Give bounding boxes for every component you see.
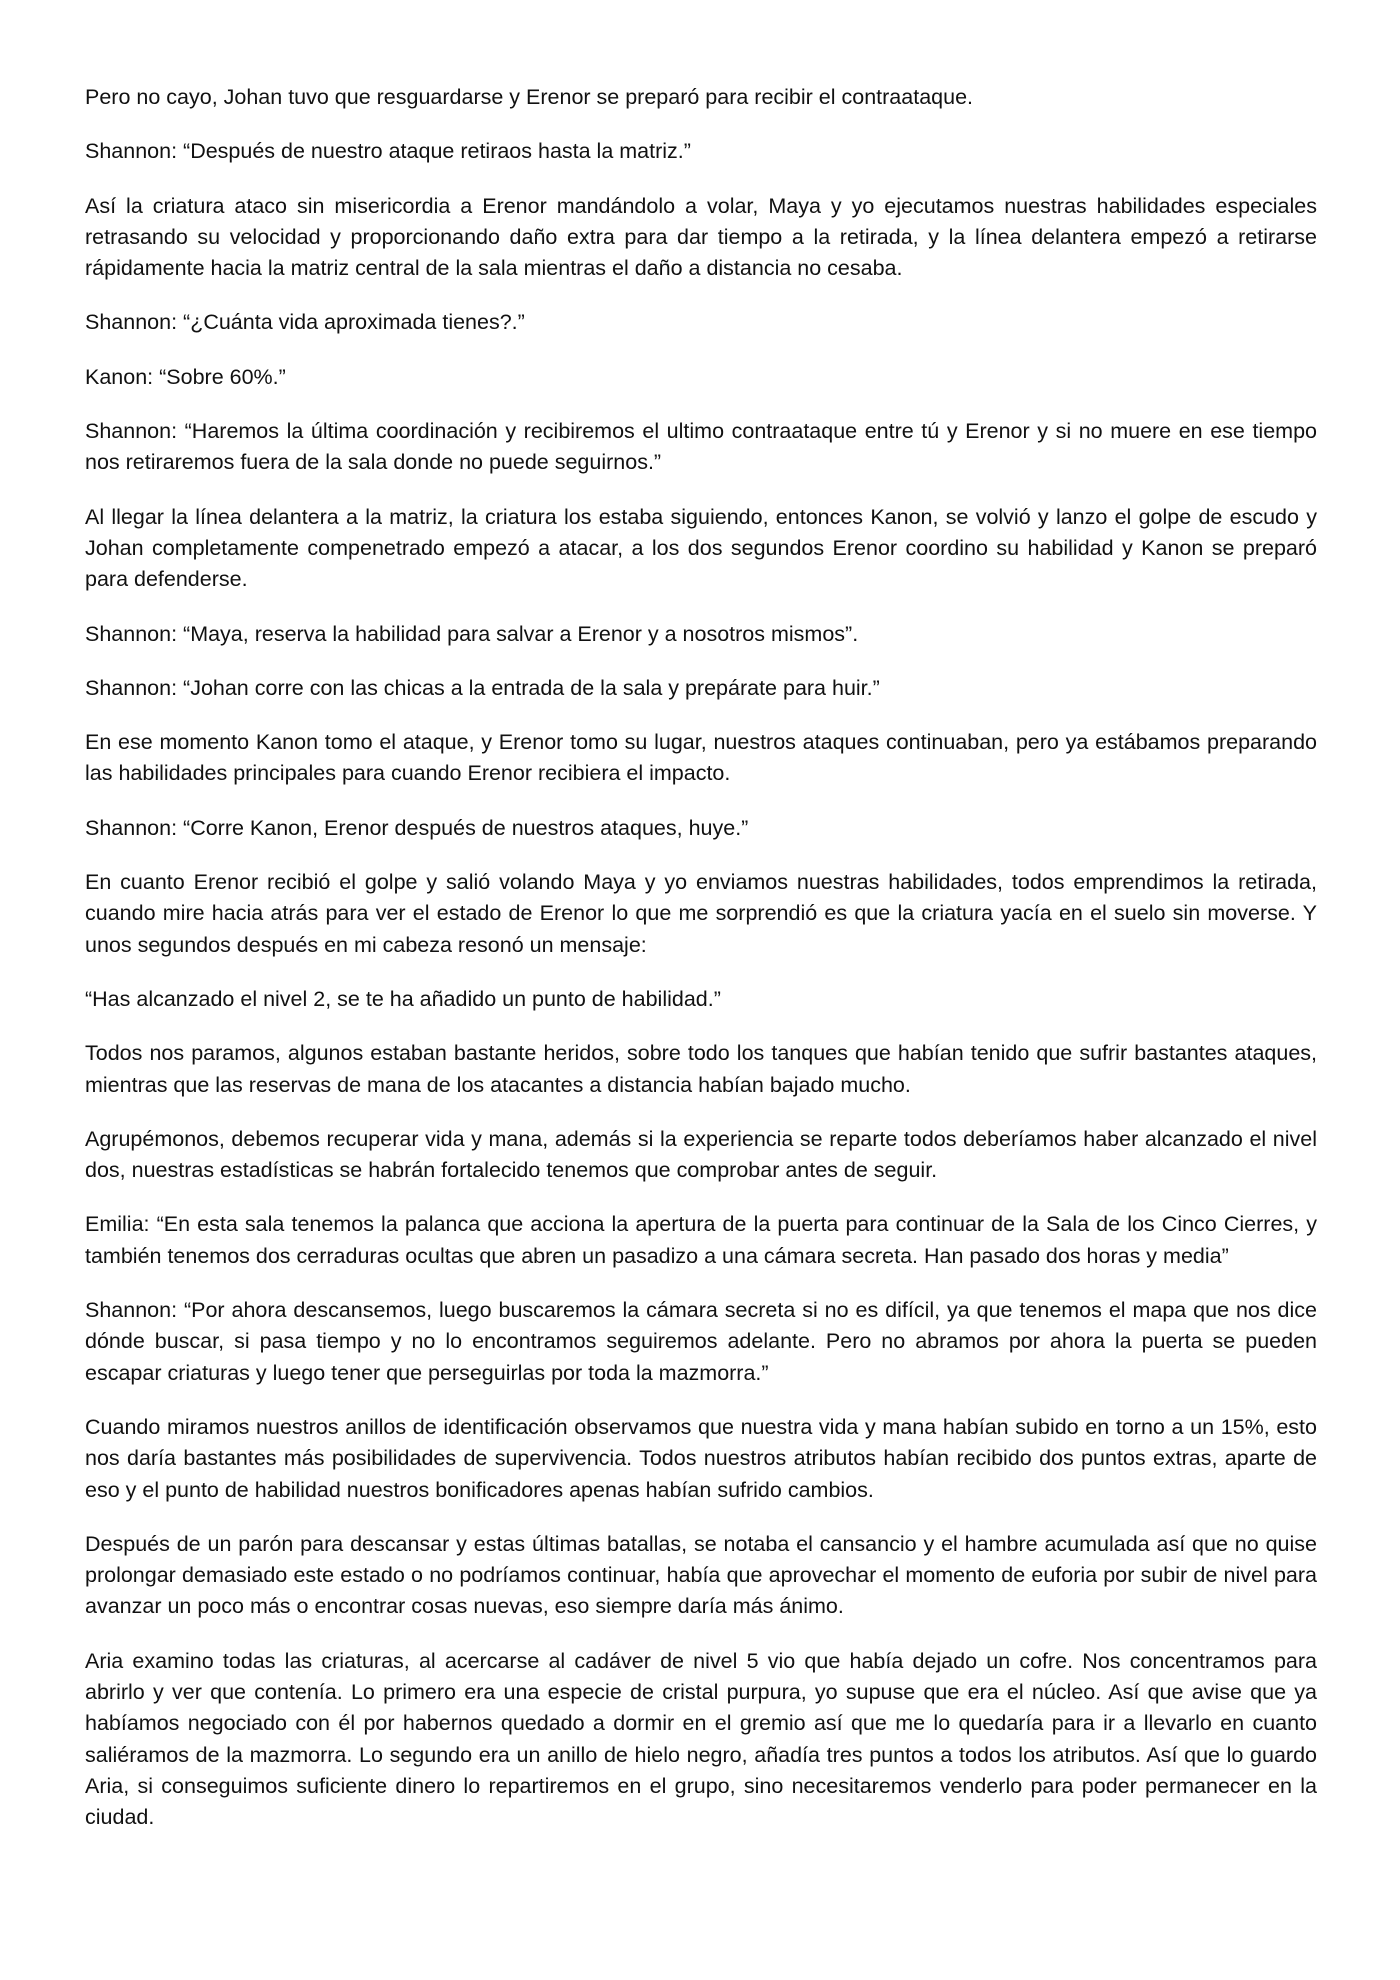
paragraph-3: Así la criatura ataco sin misericordia a Erenor mandándolo a volar, Maya y yo ejecutamos nuestras habilidades especiales retrasando su velocidad y proporcionando daño extra para dar tiempo a la retirada, y la línea delantera empezó a retirarse rápidamente hacia la matriz central de la sala mientras el daño a distancia no cesaba. (85, 193, 1317, 281)
paragraph-6: Shannon: “Haremos la última coordinación y recibiremos el ultimo contraataque entre tú y Erenor y si no muere en ese tiempo nos retiraremos fuera de la sala donde no puede seguirnos.” (85, 419, 1317, 475)
paragraph-17: Shannon: “Por ahora descansemos, luego buscaremos la cámara secreta si no es difícil, ya que tenemos el mapa que nos dice dónde buscar, si pasa tiempo y no lo encontramos seguiremos adelante. Pero no abramos por ahora la puerta se pueden escapar criaturas y luego tener que perseguirlas por toda la mazmorra.” (85, 1298, 1317, 1385)
paragraph-5: Kanon: “Sobre 60%.” (85, 364, 286, 389)
paragraph-16: Emilia: “En esta sala tenemos la palanca que acciona la apertura de la puerta para continuar de la Sala de los Cinco Cierres, y también tenemos dos cerraduras ocultas que abren un pasadizo a una cámara secreta. Han pasado dos horas y media” (85, 1212, 1317, 1268)
paragraph-2: Shannon: “Después de nuestro ataque retiraos hasta la matriz.” (85, 139, 691, 164)
paragraph-1: Pero no cayo, Johan tuvo que resguardarse y Erenor se preparó para recibir el contraataque. (85, 85, 973, 109)
paragraph-12: En cuanto Erenor recibió el golpe y salió volando Maya y yo enviamos nuestras habilidades, todos emprendimos la retirada, cuando mire hacia atrás para ver el estado de Erenor lo que me sorprendió es que la criatura yacía en el suelo sin moverse. Y unos segundos después en mi cabeza resonó un mensaje: (85, 870, 1317, 957)
paragraph-4: Shannon: “¿Cuánta vida aproximada tienes?.” (85, 310, 525, 335)
paragraph-19: Después de un parón para descansar y estas últimas batallas, se notaba el cansancio y el hambre acumulada así que no quise prolongar demasiado este estado o no podríamos continuar, había que aprovechar el momento de euforia por subir de nivel para avanzar un poco más o encontrar cosas nuevas, eso siempre daría más ánimo. (85, 1531, 1317, 1619)
paragraph-13: “Has alcanzado el nivel 2, se te ha añadido un punto de habilidad.” (85, 986, 721, 1011)
paragraph-9: Shannon: “Johan corre con las chicas a la entrada de la sala y prepárate para huir.” (85, 675, 880, 700)
paragraph-8: Shannon: “Maya, reserva la habilidad para salvar a Erenor y a nosotros mismos”. (85, 621, 859, 646)
paragraph-11: Shannon: “Corre Kanon, Erenor después de nuestros ataques, huye.” (85, 815, 749, 840)
paragraph-10: En ese momento Kanon tomo el ataque, y Erenor tomo su lugar, nuestros ataques continuaban, pero ya estábamos preparando las habilidades principales para cuando Erenor recibiera el impacto. (85, 730, 1317, 786)
paragraph-7: Al llegar la línea delantera a la matriz, la criatura los estaba siguiendo, entonces Kanon, se volvió y lanzo el golpe de escudo y Johan completamente compenetrado empezó a atacar, a los dos segundos Erenor coordino su habilidad y Kanon se preparó para defenderse. (85, 504, 1317, 592)
paragraph-20: Aria examino todas las criaturas, al acercarse al cadáver de nivel 5 vio que había dejado un cofre. Nos concentramos para abrirlo y ver que contenía. Lo primero era una especie de cristal purpura, yo supuse que era el núcleo. Así que avise que ya habíamos negociado con él por habernos quedado a dormir en el gremio así que me lo quedaría para ir a llevarlo en cuanto saliéramos de la mazmorra. Lo segundo era un anillo de hielo negro, añadía tres puntos a todos los atributos. Así que lo guardo Aria, si conseguimos suficiente dinero lo repartiremos en el grupo, sino necesitaremos venderlo para poder permanecer en la ciudad. (85, 1648, 1317, 1830)
paragraph-18: Cuando miramos nuestros anillos de identificación observamos que nuestra vida y mana habían subido en torno a un 15%, esto nos daría bastantes más posibilidades de supervivencia. Todos nuestros atributos habían recibido dos puntos extras, aparte de eso y el punto de habilidad nuestros bonificadores apenas habían sufrido cambios. (85, 1414, 1317, 1502)
document-body (85, 82, 1317, 1856)
paragraph-14: Todos nos paramos, algunos estaban bastante heridos, sobre todo los tanques que habían tenido que sufrir bastantes ataques, mientras que las reservas de mana de los atacantes a distancia habían bajado mucho. (85, 1041, 1317, 1097)
paragraph-15: Agrupémonos, debemos recuperar vida y mana, además si la experiencia se reparte todos deberíamos haber alcanzado el nivel dos, nuestras estadísticas se habrán fortalecido tenemos que comprobar antes de seguir. (85, 1126, 1317, 1183)
